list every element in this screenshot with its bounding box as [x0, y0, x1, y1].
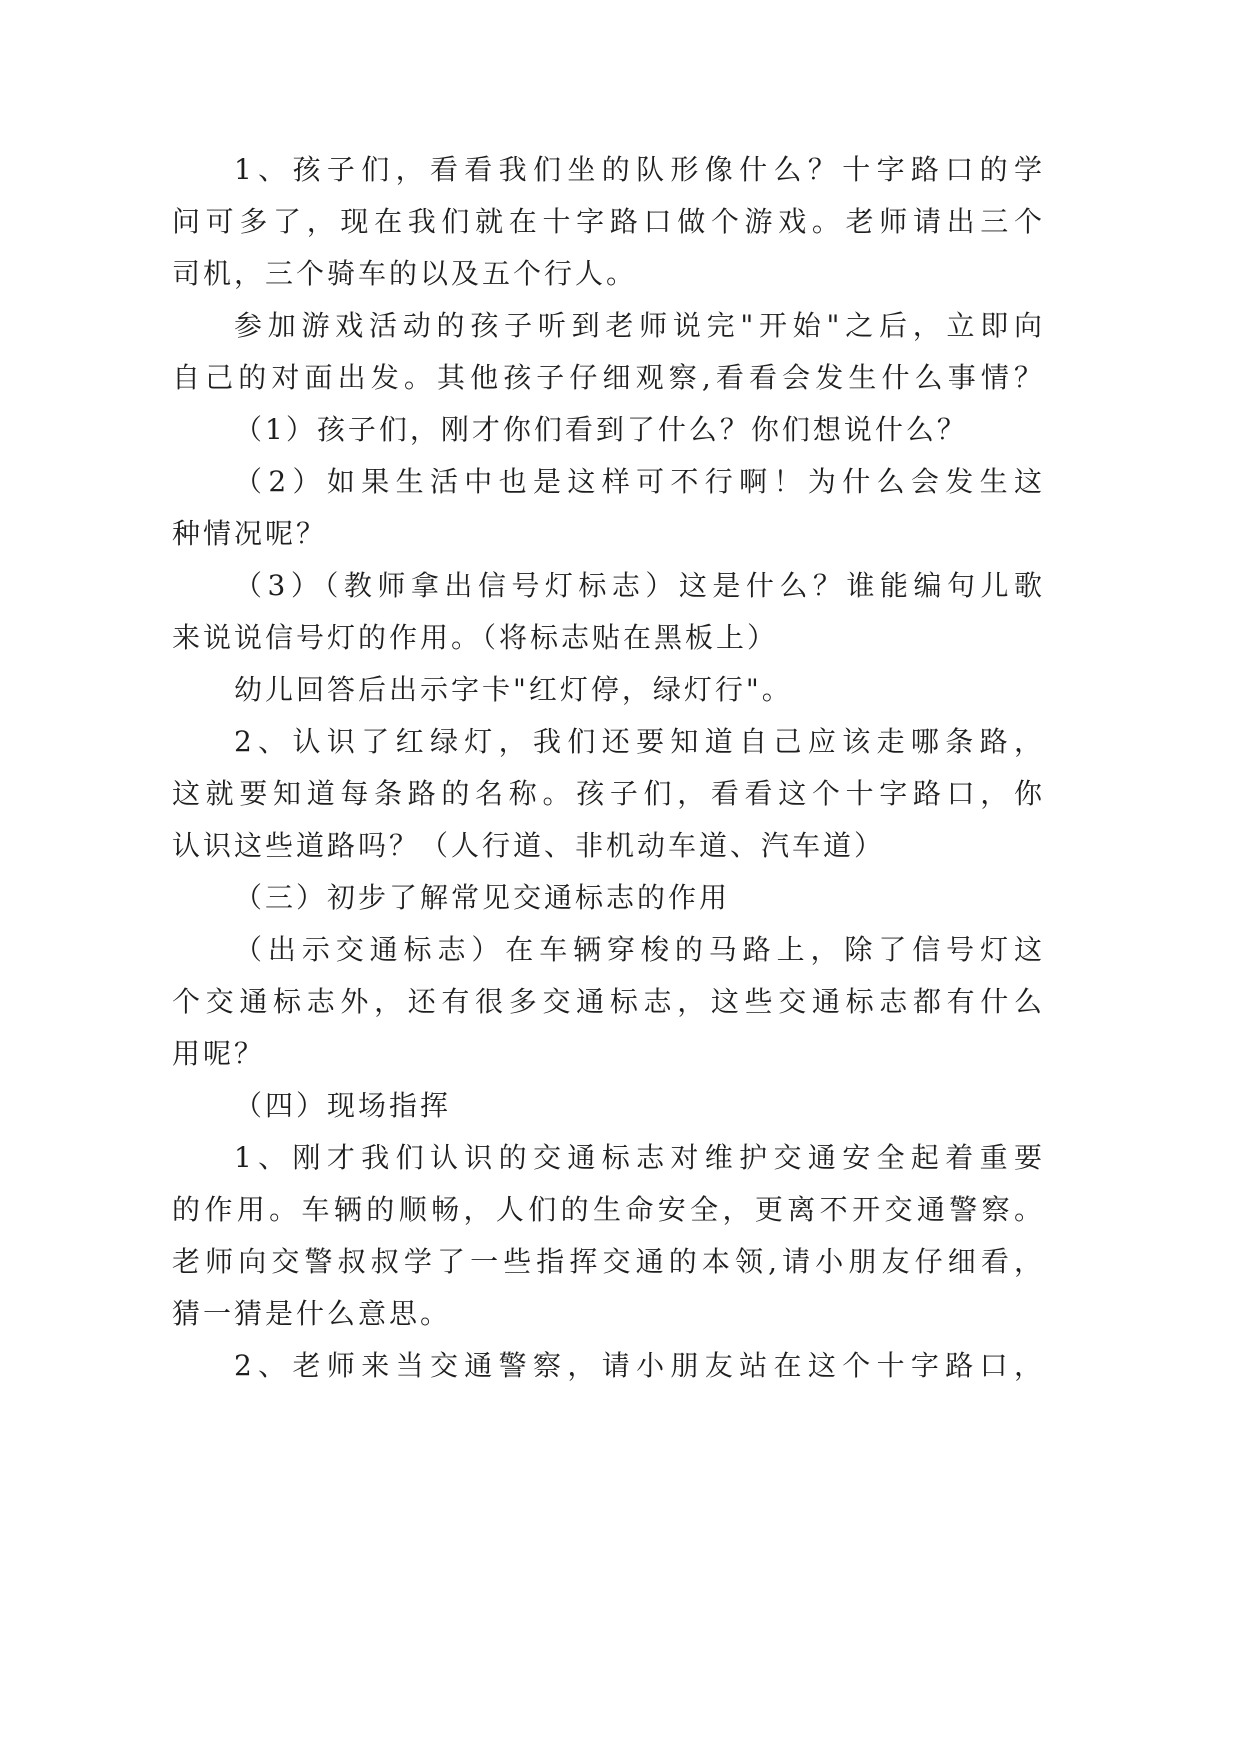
- text-line: （四）现场指挥: [234, 1089, 452, 1122]
- section-heading: [172, 872, 1045, 924]
- text-line: 来说说信号灯的作用。（将标志贴在黑板上）: [172, 621, 779, 654]
- paragraph: [172, 560, 1045, 664]
- paragraph: [172, 1132, 1045, 1340]
- text-line: 认识这些道路吗？（人行道、非机动车道、汽车道）: [172, 829, 886, 862]
- text-line: 问可多了，现在我们就在十字路口做个游戏。老师请出三个: [172, 205, 1045, 238]
- section-heading: [172, 1080, 1045, 1132]
- paragraph: [172, 456, 1045, 560]
- text-line: 1、孩子们，看看我们坐的队形像什么？十字路口的学: [234, 153, 1045, 186]
- text-line: 的作用。车辆的顺畅，人们的生命安全，更离不开交通警察。: [172, 1193, 1045, 1226]
- text-line: （2）如果生活中也是这样可不行啊！为什么会发生这: [234, 465, 1045, 498]
- document-body: [172, 144, 1045, 1392]
- text-line: 2、认识了红绿灯，我们还要知道自己应该走哪条路，: [234, 725, 1045, 758]
- paragraph: [172, 300, 1045, 404]
- text-line: （1）孩子们，刚才你们看到了什么？你们想说什么？: [234, 413, 968, 446]
- text-line: 这就要知道每条路的名称。孩子们，看看这个十字路口，你: [172, 777, 1045, 810]
- text-line: 参加游戏活动的孩子听到老师说完"开始"之后，立即向: [234, 309, 1045, 342]
- text-line: 老师向交警叔叔学了一些指挥交通的本领,请小朋友仔细看，: [172, 1245, 1045, 1278]
- text-line: 1、刚才我们认识的交通标志对维护交通安全起着重要: [234, 1141, 1045, 1174]
- text-line: （出示交通标志）在车辆穿梭的马路上，除了信号灯这: [234, 933, 1045, 966]
- paragraph: [172, 924, 1045, 1080]
- paragraph: [172, 664, 1045, 716]
- paragraph: [172, 144, 1045, 300]
- text-line: 幼儿回答后出示字卡"红灯停，绿灯行"。: [234, 673, 793, 706]
- text-line: 用呢？: [172, 1037, 266, 1070]
- text-line: 自己的对面出发。其他孩子仔细观察,看看会发生什么事情？: [172, 361, 1045, 394]
- text-line: 个交通标志外，还有很多交通标志，这些交通标志都有什么: [172, 985, 1045, 1018]
- paragraph: [172, 716, 1045, 872]
- text-line: 司机，三个骑车的以及五个行人。: [172, 257, 638, 290]
- text-line: 猜一猜是什么意思。: [172, 1297, 452, 1330]
- text-line: （三）初步了解常见交通标志的作用: [234, 881, 731, 914]
- text-line: 2、老师来当交通警察，请小朋友站在这个十字路口，: [234, 1349, 1045, 1382]
- paragraph: [172, 404, 1045, 456]
- paragraph: [172, 1340, 1045, 1392]
- text-line: （3）（教师拿出信号灯标志）这是什么？谁能编句儿歌: [234, 569, 1045, 602]
- text-line: 种情况呢？: [172, 517, 328, 550]
